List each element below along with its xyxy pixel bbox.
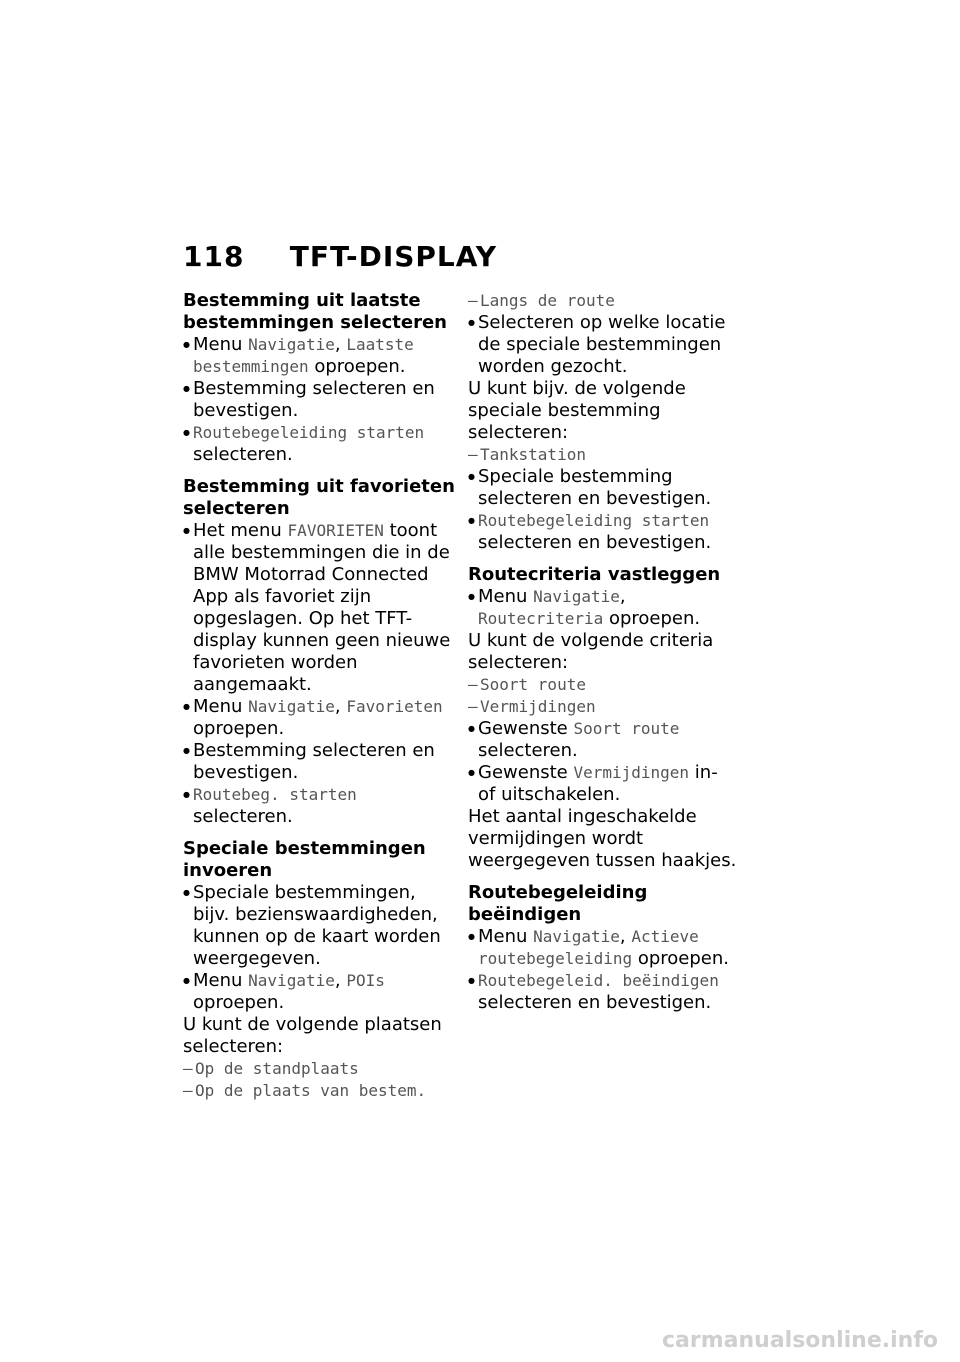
list-item: ● Routebeg. starten selecteren. (183, 784, 455, 828)
section-heading: Bestemming uit laatste bestemmingen selecteren (183, 290, 447, 333)
list-item: ● Speciale bestemming selecteren en bevestigen. (468, 466, 740, 510)
list-item: ● Routebegeleiding starten selecteren. (183, 422, 455, 466)
menu-ref: Routebegeleiding starten (193, 423, 425, 442)
left-column (183, 290, 455, 1102)
list-item: ● Menu Navigatie, POIs oproepen. (183, 970, 455, 1014)
menu-ref: Actieve routebegeleiding (478, 927, 699, 968)
menu-ref: Favorieten (346, 697, 443, 716)
list-item: ● Bestemming selecteren en bevestigen. (183, 378, 455, 422)
menu-ref: Navigatie (248, 971, 335, 990)
menu-ref: FAVORIETEN (287, 521, 384, 540)
list-item: ● Routebegeleid. beëindigen selecteren en bevestigen. (468, 970, 740, 1014)
list-item: ● Menu Navigatie, Laatste bestemmingen oproepen. (183, 334, 455, 378)
right-column (468, 290, 740, 1014)
list-item: ● Menu Navigatie, Favorieten oproepen. (183, 696, 455, 740)
list-item: ● Speciale bestemmingen, bijv. bezienswaardigheden, kunnen op de kaart worden weergegeven. (183, 882, 455, 970)
list-item: ● Het menu FAVORIETEN toont alle bestemmingen die in de BMW Motorrad Connected App als favoriet zijn opgeslagen. Op het TFT-display kunnen geen nieuwe favorieten worden aangemaakt. (183, 520, 455, 696)
menu-ref: Vermijdingen (573, 763, 690, 782)
section-heading: Routecriteria vastleggen (468, 564, 721, 585)
menu-ref: Routecriteria (478, 609, 604, 628)
menu-ref: Soort route (573, 719, 680, 738)
list-item: ● Routebegeleiding starten selecteren en bevestigen. (468, 510, 740, 554)
menu-ref: Navigatie (248, 335, 335, 354)
dash-item: – Tankstation (468, 444, 740, 466)
section-heading: Speciale bestemmingen invoeren (183, 838, 426, 881)
list-item: ● Bestemming selecteren en bevestigen. (183, 740, 455, 784)
menu-ref: POIs (346, 971, 385, 990)
menu-ref: Routebegeleiding starten (478, 511, 710, 530)
paragraph: Het aantal ingeschakelde vermijdingen wordt weergegeven tussen haakjes. (468, 806, 737, 871)
list-item: ● Gewenste Soort route selecteren. (468, 718, 740, 762)
menu-ref: Routebegeleid. beëindigen (478, 971, 719, 990)
dash-item: – Langs de route (468, 290, 740, 312)
dash-item: – Vermijdingen (468, 696, 740, 718)
menu-ref: Routebeg. starten (193, 785, 357, 804)
page-number: 118 (183, 240, 245, 273)
list-item: ● Menu Navigatie, Routecriteria oproepen. (468, 586, 740, 630)
menu-ref: Navigatie (533, 927, 620, 946)
dash-item: – Op de standplaats (183, 1058, 455, 1080)
menu-ref: Navigatie (533, 587, 620, 606)
list-item: ● Menu Navigatie, Actieve routebegeleiding oproepen. (468, 926, 740, 970)
paragraph: U kunt de volgende plaatsen selecteren: (183, 1014, 442, 1057)
list-item: ● Selecteren op welke locatie de speciale bestemmingen worden gezocht. (468, 312, 740, 378)
section-heading: Bestemming uit favorieten selecteren (183, 476, 455, 519)
watermark[interactable]: carmanualsonline.info (662, 1328, 938, 1353)
menu-ref: Laatste bestemmingen (193, 335, 414, 376)
dash-item: – Soort route (468, 674, 740, 696)
menu-ref: Navigatie (248, 697, 335, 716)
page-title: TFT-DISPLAY (289, 240, 498, 273)
paragraph: U kunt bijv. de volgende speciale bestemming selecteren: (468, 378, 686, 443)
paragraph: U kunt de volgende criteria selecteren: (468, 630, 714, 673)
page-header (183, 240, 497, 273)
dash-item: – Op de plaats van bestem. (183, 1080, 455, 1102)
list-item: ● Gewenste Vermijdingen in- of uitschakelen. (468, 762, 740, 806)
section-heading: Routebegeleiding beëindigen (468, 882, 648, 925)
